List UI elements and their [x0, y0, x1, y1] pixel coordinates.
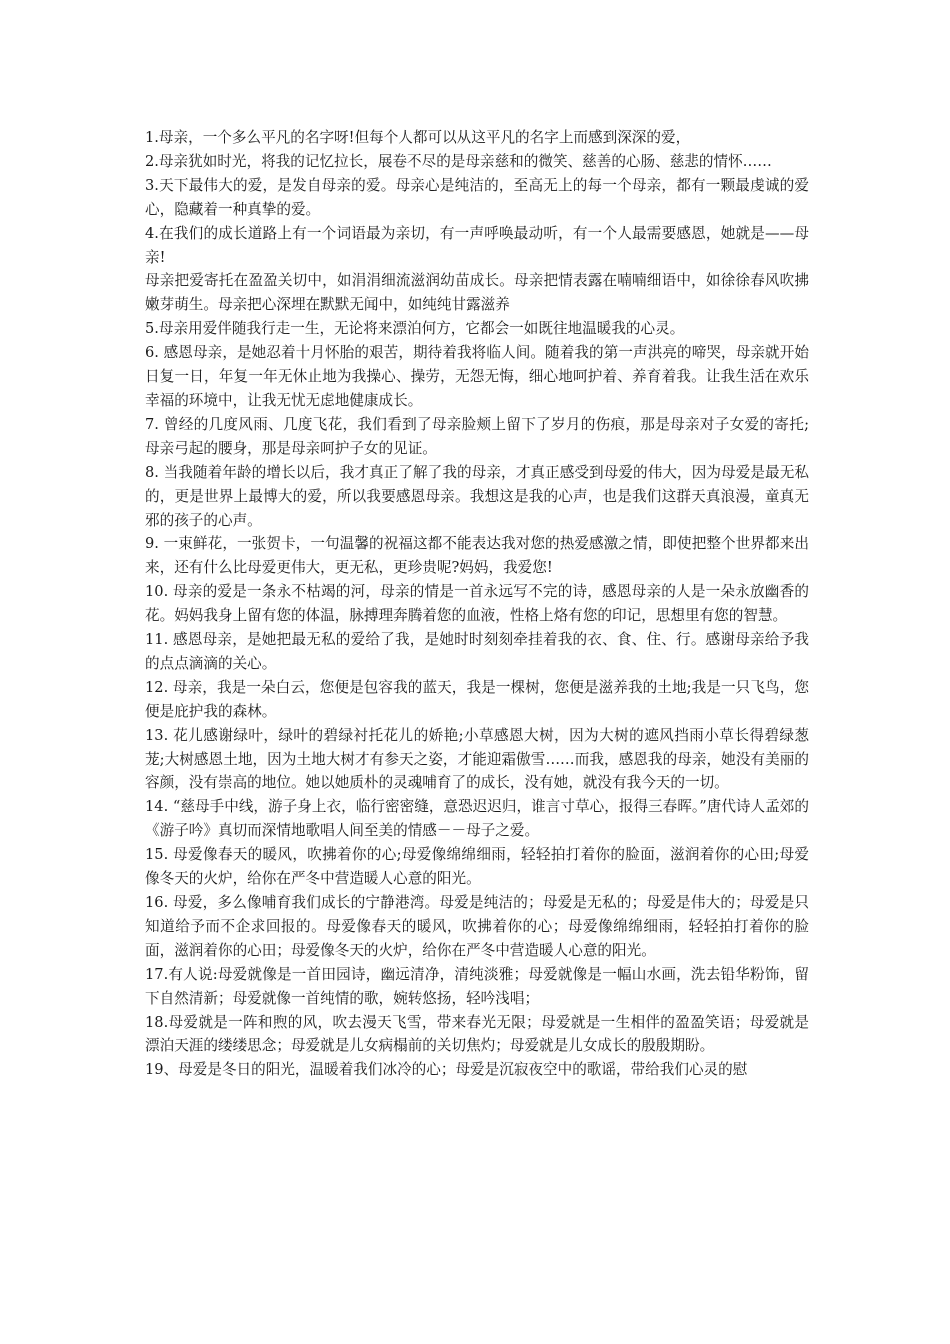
paragraph-19: 19、母爱是冬日的阳光，温暖着我们冰冷的心；母爱是沉寂夜空中的歌谣，带给我们心灵的慰	[145, 1061, 748, 1079]
paragraph-12: 12. 母亲，我是一朵白云，您便是包容我的蓝天，我是一棵树，您便是滋养我的土地;我是一只飞鸟，您便是庇护我的森林。	[145, 678, 809, 720]
document-body	[145, 126, 809, 1082]
paragraph-1: 1.母亲，一个多么平凡的名字呀!但每个人都可以从这平凡的名字上而感到深深的爱，	[145, 129, 691, 146]
paragraph-10: 10. 母亲的爱是一条永不枯竭的河，母亲的情是一首永远写不完的诗，感恩母亲的人是一朵永放幽香的花。妈妈我身上留有您的体温，脉搏理奔腾着您的血液，性格上烙有您的印记，思想里有您的智慧。	[145, 583, 809, 625]
paragraph-13: 13. 花儿感谢绿叶，绿叶的碧绿衬托花儿的娇艳;小草感恩大树，因为大树的遮风挡雨小草长得碧绿葱茏;大树感恩土地，因为土地大树才有参天之姿，才能迎霜傲雪……而我，感恩我的母亲，她没有美丽的容颜，没有崇高的地位。她以她质朴的灵魂哺育了的成长，没有她，就没有我今天的一切。	[145, 726, 809, 792]
paragraph-7: 7. 曾经的几度风雨、几度飞花，我们看到了母亲脸颊上留下了岁月的伤痕，那是母亲对子女爱的寄托;母亲弓起的腰身，那是母亲呵护子女的见证。	[145, 415, 809, 457]
paragraph-11: 11. 感恩母亲，是她把最无私的爱给了我，是她时时刻刻牵挂着我的衣、食、住、行。感谢母亲给予我的点点滴滴的关心。	[145, 631, 809, 672]
paragraph-8: 8. 当我随着年龄的增长以后，我才真正了解了我的母亲，才真正感受到母爱的伟大，因为母爱是最无私的，更是世界上最博大的爱，所以我要感恩母亲。我想这是我的心声，也是我们这群天真浪漫，童真无邪的孩子的心声。	[145, 463, 809, 529]
paragraph-2: 2.母亲犹如时光，将我的记忆拉长，展卷不尽的是母亲慈和的微笑、慈善的心肠、慈悲的情怀……	[145, 152, 772, 170]
paragraph-3: 3.天下最伟大的爱，是发自母亲的爱。母亲心是纯洁的，至高无上的每一个母亲，都有一颗最虔诚的爱心，隐藏着一种真挚的爱。	[145, 176, 809, 218]
paragraph-5: 5.母亲用爱伴随我行走一生，无论将来漂泊何方，它都会一如既往地温暖我的心灵。	[145, 320, 685, 338]
paragraph-9: 9. 一束鲜花，一张贺卡，一句温馨的祝福这都不能表达我对您的热爱感激之情，即使把整个世界都来出来，还有什么比母爱更伟大，更无私，更珍贵呢?妈妈，我爱您!	[145, 535, 809, 577]
paragraph-16: 16. 母爱，多么像哺育我们成长的宁静港湾。母爱是纯洁的；母爱是无私的；母爱是伟大的；母爱是只知道给予而不企求回报的。母爱像春天的暖风，吹拂着你的心；母爱像绵绵细雨，轻轻拍打着你的脸面，滋润着你的心田；母爱像冬天的火炉，给你在严冬中营造暖人心意的阳光。	[145, 894, 809, 959]
paragraph-4-continued: 母亲把爱寄托在盈盈关切中，如涓涓细流滋润幼苗成长。母亲把情表露在喃喃细语中，如徐徐春风吹拂嫩芽萌生。母亲把心深埋在默默无闻中，如纯纯甘露滋养	[145, 272, 809, 314]
paragraph-17: 17.有人说:母爱就像是一首田园诗，幽远清净，清纯淡雅；母爱就像是一幅山水画，洗去铅华粉饰，留下自然清新；母爱就像一首纯情的歌，婉转悠扬，轻吟浅唱；	[145, 965, 809, 1007]
paragraph-15: 15. 母爱像春天的暖风，吹拂着你的心;母爱像绵绵细雨，轻轻拍打着你的脸面，滋润着你的心田;母爱像冬天的火炉，给你在严冬中营造暖人心意的阳光。	[145, 846, 809, 888]
paragraph-18: 18.母爱就是一阵和煦的风，吹去漫天飞雪，带来春光无限；母爱就是一生相伴的盈盈笑语；母爱就是漂泊天涯的缕缕思念；母爱就是儿女病榻前的关切焦灼；母爱就是儿女成长的殷殷期盼。	[145, 1013, 809, 1055]
paragraph-6: 6. 感恩母亲，是她忍着十月怀胎的艰苦，期待着我将临人间。随着我的第一声洪亮的啼哭，母亲就开始日复一日，年复一年无休止地为我操心、操劳，无怨无悔，细心地呵护着、养育着我。让我生活在欢乐幸福的环境中，让我无忧无虑地健康成长。	[145, 344, 809, 409]
paragraph-4: 4.在我们的成长道路上有一个词语最为亲切，有一声呼唤最动听，有一个人最需要感恩，她就是——母亲!	[145, 224, 809, 266]
paragraph-14: 14. “慈母手中线，游子身上衣，临行密密缝，意恐迟迟归，谁言寸草心，报得三春晖。”唐代诗人孟郊的《游子吟》真切而深情地歌唱人间至美的情感－－母子之爱。	[145, 798, 809, 840]
